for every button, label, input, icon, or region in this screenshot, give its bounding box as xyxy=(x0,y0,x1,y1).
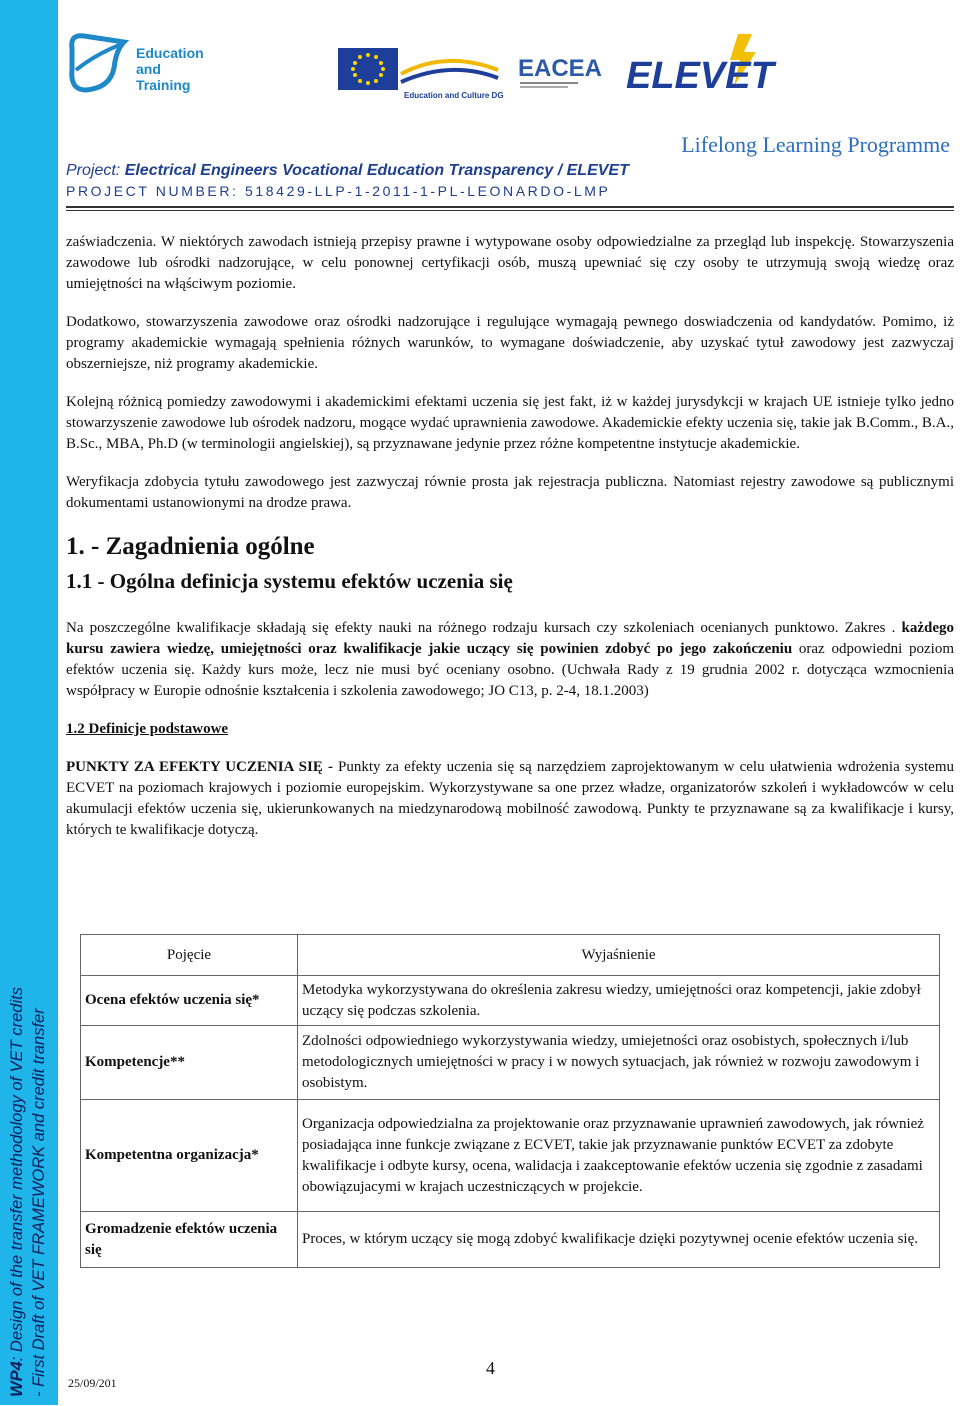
side-banner-line1: : Design of the transfer methodology of VET credits xyxy=(8,987,26,1362)
svg-text:WP4: Design of the transfer me xyxy=(8,987,26,1397)
paragraph-4: Weryfikacja zdobycia tytułu zawodowego jest zazwyczaj równie prosta jak rejestracja publiczna. Natomiast rejestry zawodowe są publicznymi dokumentami ustanowionymi na drodze prawa. xyxy=(66,474,954,511)
section-heading: 1. - Zagadnienia ogólne xyxy=(66,533,315,560)
table-definition: Organizacja odpowiedzialna za projektowanie oraz przyznawanie uprawnień zawodowych, jak również posiadająca inne funkcje związane z ECVET, takie jak przyznawanie punktów ECVET za zdobyte kwalifikacje i odbyte kursy, ocena, walidacja i zaakceptowanie efektów uczenia się zgodnie z zasadami obowiązujacymi w krajach uczestniczących w projekcie. xyxy=(298,1100,940,1212)
side-banner-wp4: WP4 xyxy=(8,1361,26,1397)
paragraph-3: Kolejną różnicą pomiedzy zawodowymi i akademickimi efektami uczenia się jest fakt, iż w każdej jurysdykcji w krajach UE istnieje tylko jedno stowarzyszenie zawodowe lub ośrodek nadzoru, mogące wydać uprawnienia zawodowe. Akademickie efekty uczenia się, takie jak B.Comm., B.A., B.Sc., MBA, Ph.D (w terminologii angielskiej), są przyznawane jedynie przez różne kompetentne instytucje akademickie. xyxy=(66,394,954,452)
paragraph-5-start: Na poszczególne kwalifikacje składają się efekty nauki na różnego rodzaju kursach czy szkoleniach ocenianych punktowo. Zakres . xyxy=(66,620,902,636)
eu-caption-text: Education and Culture DG xyxy=(404,91,504,100)
header-divider xyxy=(66,206,954,208)
table-header-row xyxy=(81,935,940,976)
subsection-number: 1.2 xyxy=(66,721,89,737)
footer-date: 25/09/201 xyxy=(68,1376,117,1390)
table-row xyxy=(81,1026,940,1100)
table-row xyxy=(81,976,940,1026)
project-title: Electrical Engineers Vocational Education Transparency / ELEVET xyxy=(124,162,629,179)
table-term: Gromadzenie efektów uczenia się xyxy=(81,1212,298,1268)
project-label: Project: xyxy=(66,162,125,179)
logo-education-text: Education xyxy=(136,45,204,61)
paragraph-2: Dodatkowo, stowarzyszenia zawodowe oraz ośrodki nadzorujące i regulujące wymagają pewnego doswiadczenia od kandydatów. Pomimo, iż programy akademickie wymagają spełnienia różnych warunków, to wymagane doświadczenie, aby uzyskać tytuł zawodowy jest zazwyczaj obszerniejsze, niż programy akademickie. xyxy=(66,314,954,372)
eu-flag-logo xyxy=(338,48,504,100)
subsection-title: Definicje podstawowe xyxy=(88,721,229,737)
paragraph-5-bold: każdego kursu zawiera wiedzę, umiejętności oraz kwalifikacje jakie uczący się powinien zdobyć po jego zakończeniu xyxy=(66,620,954,657)
table-header-definition: Wyjaśnienie xyxy=(298,935,940,976)
education-training-logo xyxy=(72,36,204,93)
project-title-line xyxy=(66,162,629,180)
paragraph-6 xyxy=(66,757,954,841)
project-number: PROJECT NUMBER: 518429-LLP-1-2011-1-PL-LEONARDO-LMP xyxy=(66,183,611,199)
document-body xyxy=(66,232,954,858)
table-row xyxy=(81,1100,940,1212)
definitions-table xyxy=(80,934,940,1268)
table-definition: Proces, w którym uczący się mogą zdobyć kwalifikacje dzięki pozytywnej ocenie efektów uczenia się. xyxy=(298,1212,940,1268)
logo-training-text: Training xyxy=(136,77,191,93)
programme-title: Lifelong Learning Programme xyxy=(681,132,950,157)
paragraph-5 xyxy=(66,618,954,702)
subsection-1-2-heading xyxy=(66,719,954,740)
elevet-text: ELEVET xyxy=(626,55,774,97)
elevet-logo xyxy=(626,34,777,97)
eacea-logo xyxy=(518,55,602,88)
table-term: Ocena efektów uczenia się* xyxy=(81,976,298,1026)
header-divider-thin xyxy=(66,210,954,211)
eacea-text: EACEA xyxy=(518,55,603,82)
table-definition: Zdolności odpowiedniego wykorzystywania wiedzy, umiejetności oraz osobistych, społecznych i/lub metodologicznych umiejętności w pracy i w nowych sytuacjach, jak również w rozwoju zawodowym i osobistym. xyxy=(298,1026,940,1100)
page-number: 4 xyxy=(486,1358,495,1378)
paragraph-1: zaświadczenia. W niektórych zawodach istnieją przepisy prawne i wytypowane osoby odpowiedzialne za przegląd lub inspekcję. Stowarzyszenia zawodowe lub ośrodki nadzorujące, w celu ponownej certyfikacji osób, muszą upewniać się czy osoby te utrzymują swoją wiedzę oraz umiejętności na włąściwym poziomie. xyxy=(66,234,954,292)
paragraph-6-bold: PUNKTY ZA EFEKTY UCZENIA SIĘ - xyxy=(66,759,339,775)
logo-and-text: and xyxy=(136,61,161,77)
table-row xyxy=(81,1212,940,1268)
paragraph-6-text: Punkty za efekty uczenia się są narzędziem zaprojektowanym w celu ułatwienia wdrożenia systemu ECVET na poziomach krajowych i poziomie europejskim. Wykorzystywane sa one przez władze, organizatorów szkoleń i wykładowców w celu akumulacji efektów uczenia się, ukierunkowanych na miedzynarodową mobilność zawodową. Punkty te przyznawane są za kwalifikacje i kursy, których te kwalifikacje dotyczą. xyxy=(66,759,955,838)
paragraph-5-end: oraz odpowiedni poziom efektów uczenia się. Każdy kurs może, lecz nie musi być oceniany osobno. (Uchwała Rady z 19 grudnia 2002 r. dotycząca wzmocnienia współpracy w Europie odnośnie kształcenia i szkolenia zawodowego; JO C13, p. 2-4, 18.1.2003) xyxy=(66,641,954,699)
logo-bar xyxy=(66,30,956,110)
table-definition: Metodyka wykorzystywana do określenia zakresu wiedzy, umiejętności oraz kompetencji, jakie zdobył uczący się podczas szkolenia. xyxy=(298,976,940,1026)
side-banner-text xyxy=(2,981,54,1401)
subsection-heading: 1.1 - Ogólna definicja systemu efektów uczenia się xyxy=(66,569,513,593)
side-banner-line2: - First Draft of VET FRAMEWORK and credit transfer xyxy=(30,1008,48,1397)
side-banner xyxy=(0,0,58,1405)
table-term: Kompetencje** xyxy=(81,1026,298,1100)
table-header-term: Pojęcie xyxy=(81,935,298,976)
table-term: Kompetentna organizacja* xyxy=(81,1100,298,1212)
